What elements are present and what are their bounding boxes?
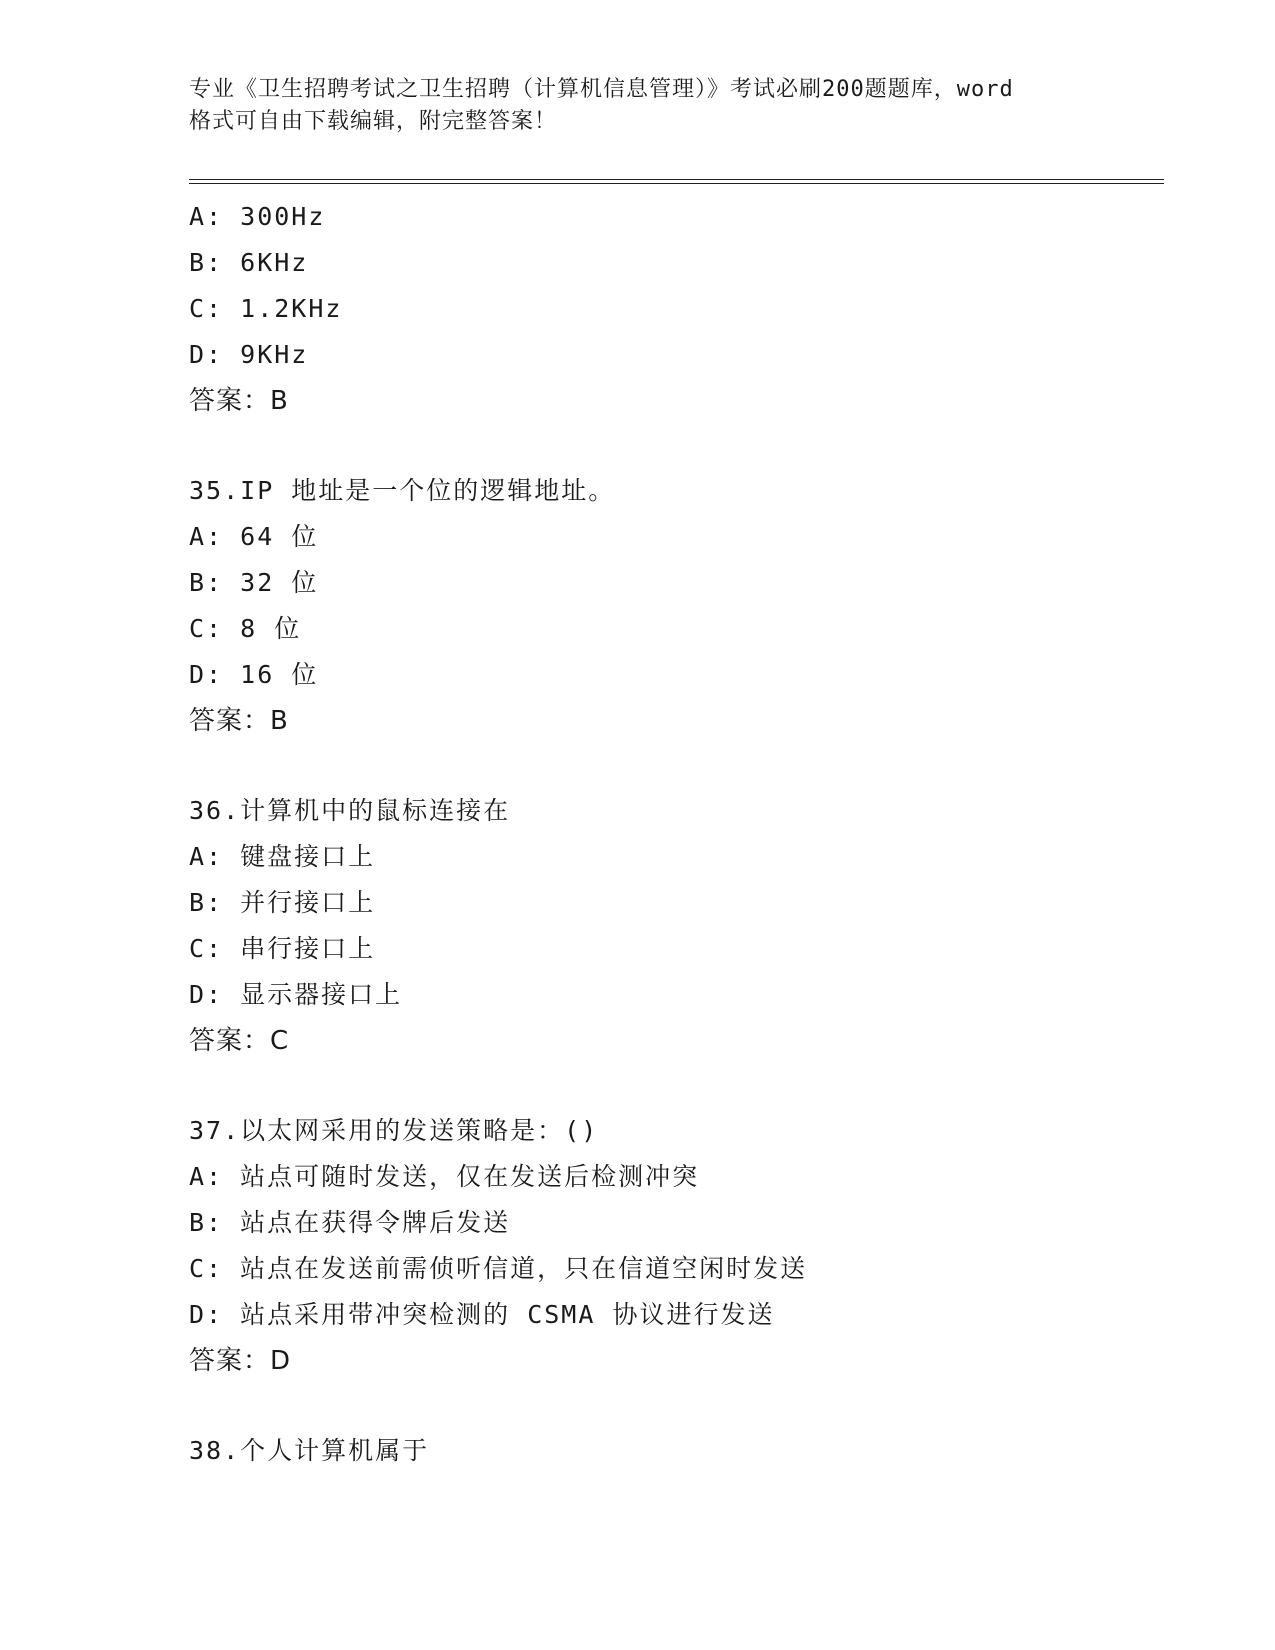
question-38 <box>189 1428 1164 1474</box>
question-36 <box>189 788 1164 1064</box>
option-d: D: 16 位 <box>189 660 319 689</box>
spacer <box>189 744 1164 788</box>
answer: 答案：C <box>189 1026 290 1056</box>
header-line-1: 专业《卫生招聘考试之卫生招聘（计算机信息管理）》考试必刷200题题库，word <box>189 77 1014 102</box>
question-34 <box>189 194 1164 424</box>
spacer <box>189 1064 1164 1108</box>
option-d: D: 9KHz <box>189 340 309 369</box>
question-37 <box>189 1108 1164 1384</box>
question-text: 35.IP 地址是一个位的逻辑地址。 <box>189 476 616 505</box>
option-b: B: 站点在获得令牌后发送 <box>189 1208 511 1237</box>
option-c: C: 串行接口上 <box>189 934 376 963</box>
option-d: D: 显示器接口上 <box>189 980 403 1009</box>
question-text: 36.计算机中的鼠标连接在 <box>189 796 511 825</box>
option-b: B: 32 位 <box>189 568 319 597</box>
answer: 答案：B <box>189 706 289 736</box>
option-a: A: 300Hz <box>189 202 326 231</box>
option-a: A: 64 位 <box>189 522 319 551</box>
answer: 答案：D <box>189 1346 292 1376</box>
question-35 <box>189 468 1164 744</box>
spacer <box>189 424 1164 468</box>
answer: 答案：B <box>189 386 289 416</box>
option-b: B: 6KHz <box>189 248 309 277</box>
header-line-2: 格式可自由下载编辑，附完整答案！ <box>189 109 558 134</box>
document-header <box>189 74 1089 138</box>
spacer <box>189 1384 1164 1428</box>
header-divider-bottom <box>189 183 1164 184</box>
question-list <box>189 194 1164 1474</box>
option-a: A: 键盘接口上 <box>189 842 376 871</box>
option-d: D: 站点采用带冲突检测的 CSMA 协议进行发送 <box>189 1300 775 1329</box>
question-text: 37.以太网采用的发送策略是：() <box>189 1116 599 1145</box>
option-c: C: 站点在发送前需侦听信道，只在信道空闲时发送 <box>189 1254 808 1283</box>
header-divider-top <box>189 179 1164 180</box>
question-text: 38.个人计算机属于 <box>189 1436 430 1465</box>
option-c: C: 1.2KHz <box>189 294 343 323</box>
option-a: A: 站点可随时发送，仅在发送后检测冲突 <box>189 1162 700 1191</box>
option-b: B: 并行接口上 <box>189 888 376 917</box>
option-c: C: 8 位 <box>189 614 302 643</box>
